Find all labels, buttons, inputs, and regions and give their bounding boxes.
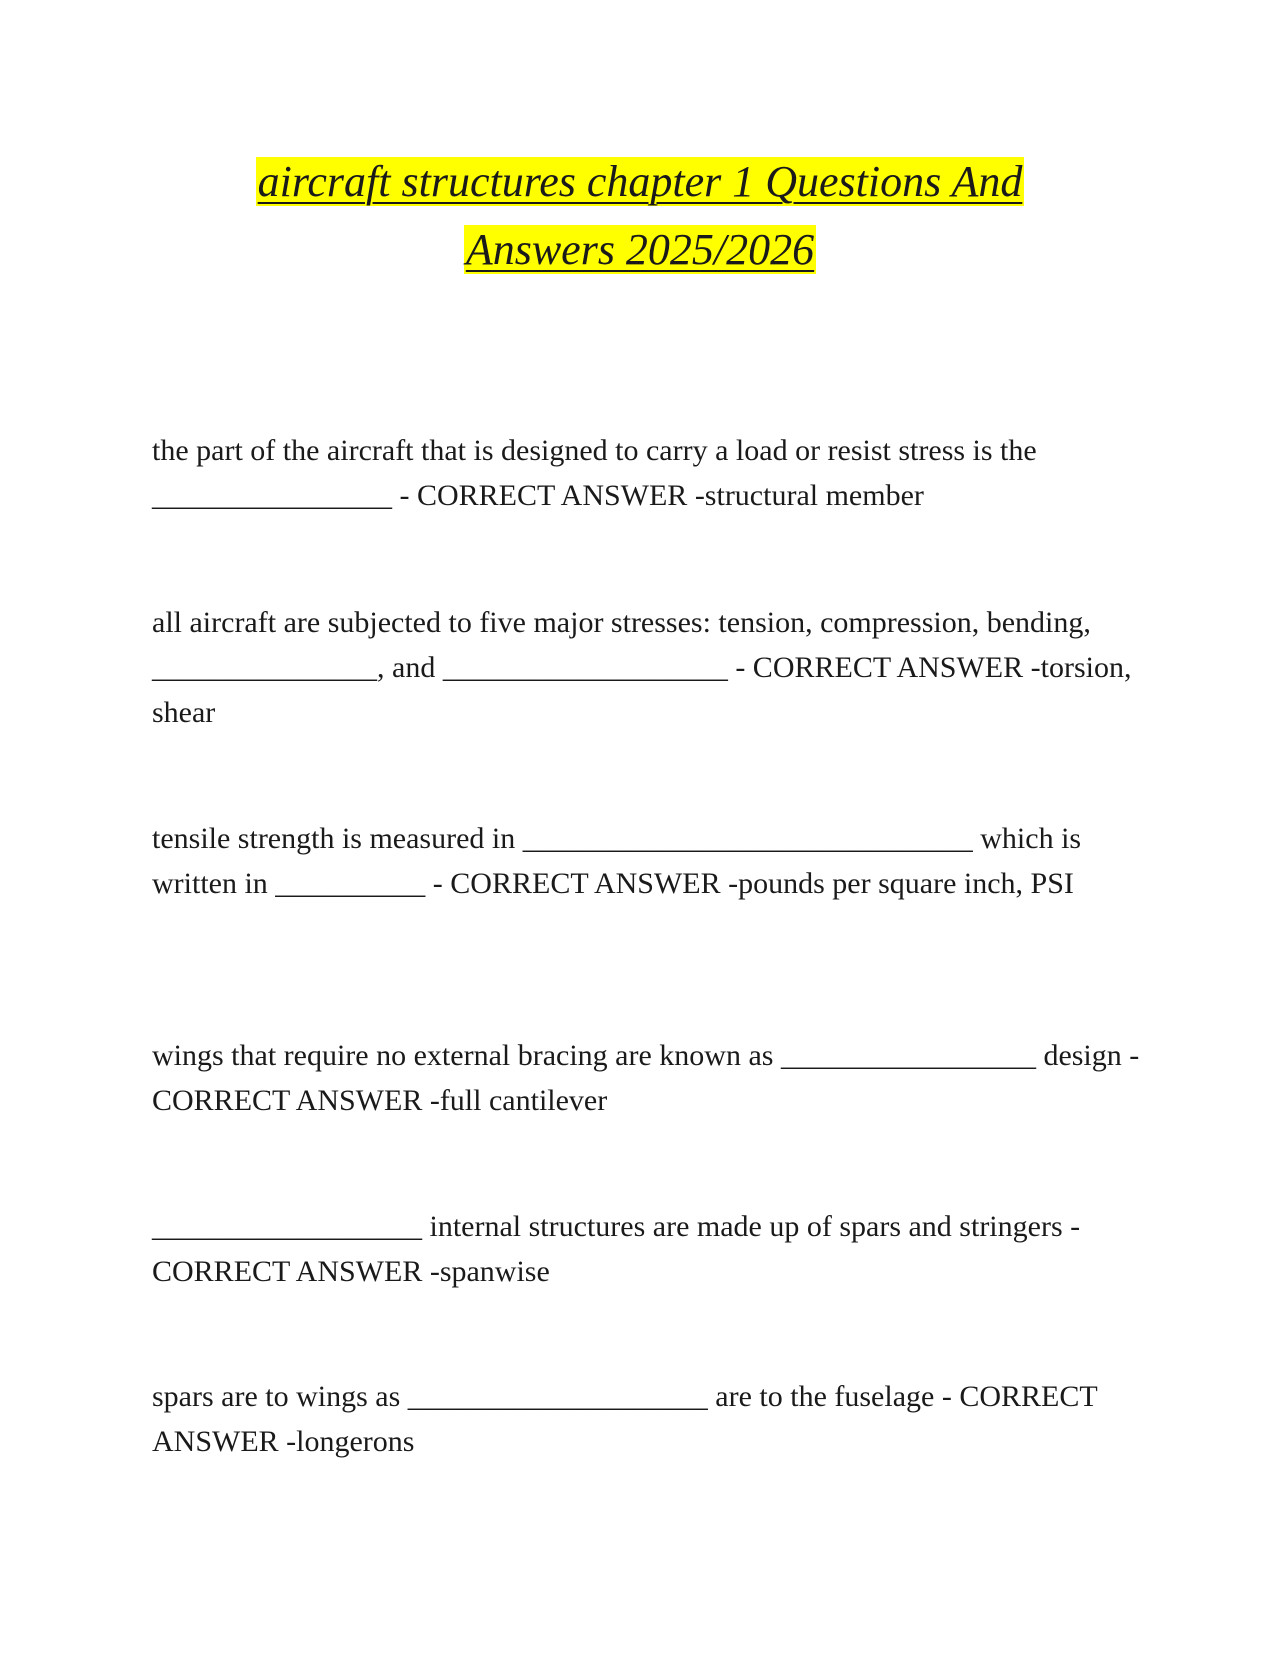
qa-item-5: __________________ internal structures are made up of spars and stringers - CORRECT ANSWER -spanwise (152, 1210, 1081, 1288)
qa-item-4: wings that require no external bracing are known as _________________ design - CORRECT ANSWER -full cantilever (152, 1039, 1140, 1117)
title-line-1: aircraft structures chapter 1 Questions And (257, 157, 1023, 206)
qa-item-2: all aircraft are subjected to five major stresses: tension, compression, bending, _______________, and ___________________ - CORRECT ANSWER -torsion, shear (152, 606, 1132, 729)
qa-item-6: spars are to wings as ____________________ are to the fuselage - CORRECT ANSWER -longerons (152, 1380, 1098, 1458)
title-line-1-wrapper (0, 148, 1280, 216)
title-line-2-wrapper (0, 216, 1280, 284)
qa-item-1: the part of the aircraft that is designed to carry a load or resist stress is the ________________ - CORRECT ANSWER -structural member (152, 434, 1037, 512)
qa-item-3: tensile strength is measured in ______________________________ which is written in __________ - CORRECT ANSWER -pounds per square inch, PSI (152, 822, 1082, 900)
page-title (0, 148, 1280, 284)
title-line-2: Answers 2025/2026 (465, 225, 815, 274)
